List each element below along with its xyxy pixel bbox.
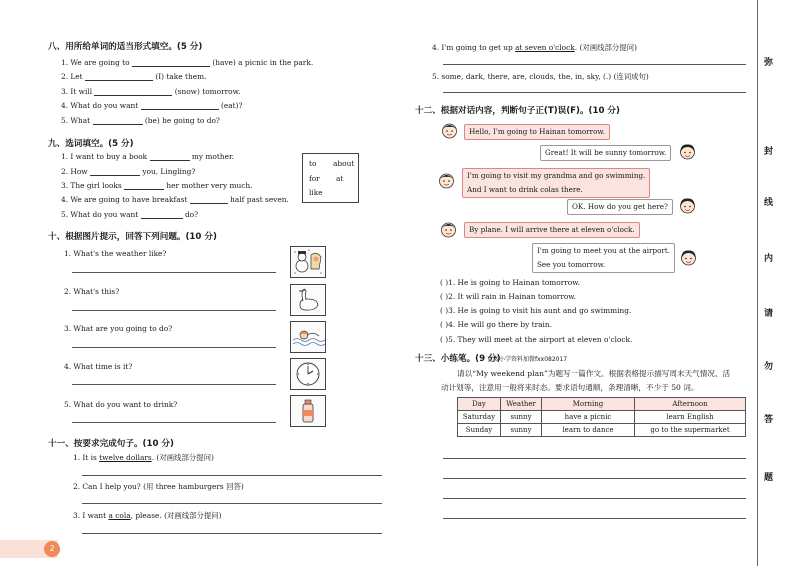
weekend-plan-table: [457, 397, 746, 437]
s10-question-4: 4. What time is it?: [64, 362, 133, 371]
table-row: [458, 424, 746, 437]
word-bank-item: for: [309, 174, 320, 183]
writing-line: [443, 498, 746, 499]
s11-question-1: 1. It is twelve dollars. (对画线部分提问): [73, 453, 214, 462]
table-header-cell: Day: [458, 398, 501, 411]
s8-question-2: 2. Let (I) take them.: [61, 72, 207, 81]
goose-picture: [290, 284, 326, 316]
answer-line: [443, 92, 746, 93]
dialogue-bubble-5: By plane. I will arrive there at eleven o'clock.: [464, 222, 640, 238]
table-cell: learn English: [635, 411, 746, 424]
girl-face-icon: [680, 249, 697, 266]
judge-statement-1: ( )1. He is going to Hainan tomorrow.: [440, 278, 581, 287]
writing-line: [443, 458, 746, 459]
writing-line: [443, 478, 746, 479]
s11-question-2: 2. Can I help you? (用 three hamburgers 回答): [73, 482, 244, 491]
dialogue-bubble-1: Hello, I'm going to Hainan tomorrow.: [464, 124, 610, 140]
word-bank-item: about: [333, 159, 355, 168]
page-number: 2: [44, 541, 60, 557]
table-header-cell: Afternoon: [635, 398, 746, 411]
word-bank-item: to: [309, 159, 317, 168]
s10-question-5: 5. What do you want to drink?: [64, 400, 178, 409]
table-cell: go to the supermarket: [635, 424, 746, 437]
table-cell: sunny: [501, 424, 542, 437]
word-bank-item: at: [336, 174, 344, 183]
table-header-cell: Morning: [542, 398, 635, 411]
seal-char: 答: [764, 415, 774, 425]
word-bank-box: [302, 153, 359, 203]
s10-question-3: 3. What are you going to do?: [64, 324, 173, 333]
boy-face-icon: [438, 172, 455, 189]
seal-char: 封: [764, 147, 774, 157]
s8-question-1: 1. We are going to (have) a picnic in the park.: [61, 58, 314, 67]
s8-question-3: 3. It will (snow) tomorrow.: [61, 87, 241, 96]
word-bank-item: like: [309, 188, 323, 197]
answer-line: [82, 533, 382, 534]
seal-char: 弥: [764, 58, 774, 68]
clock-picture: [290, 358, 326, 390]
section-8-title: 八、用所给单词的适当形式填空。(5 分): [48, 42, 203, 52]
section-11-title: 十一、按要求完成句子。(10 分): [48, 439, 174, 449]
table-cell: have a picnic: [542, 411, 635, 424]
answer-line: [72, 384, 276, 385]
swimming-picture: [290, 321, 326, 353]
judge-statement-4: ( )4. He will go there by train.: [440, 320, 552, 329]
seal-char: 线: [764, 198, 774, 208]
table-cell: Sunday: [458, 424, 501, 437]
s10-question-1: 1. What's the weather like?: [64, 249, 167, 258]
section-12-title: 十二、根据对话内容，判断句子正(T)误(F)。(10 分): [415, 106, 620, 116]
answer-line: [82, 475, 382, 476]
answer-line: [72, 422, 276, 423]
boy-face-icon: [441, 122, 458, 139]
s9-question-2: 2. How you, Lingling?: [61, 167, 196, 176]
table-header-cell: Weather: [501, 398, 542, 411]
judge-statement-3: ( )3. He is going to visit his aunt and go swimming.: [440, 306, 632, 315]
answer-line: [72, 272, 276, 273]
table-cell: sunny: [501, 411, 542, 424]
table-cell: Saturday: [458, 411, 501, 424]
s11-question-5: 5. some, dark, there, are, clouds, the, in, sky, (.) (连词成句): [432, 72, 649, 81]
section-10-title: 十、根据图片提示，回答下列问题。(10 分): [48, 232, 217, 242]
answer-line: [72, 310, 276, 311]
snowman-weather-picture: [290, 246, 326, 278]
s8-question-5: 5. What (be) he going to do?: [61, 116, 220, 125]
seal-char: 勿: [764, 362, 774, 372]
seal-char: 题: [764, 473, 774, 483]
s9-question-5: 5. What do you want do?: [61, 210, 199, 219]
girl-face-icon: [679, 197, 696, 214]
table-cell: learn to dance: [542, 424, 635, 437]
bottle-drink-picture: [290, 395, 326, 427]
section-9-title: 九、选词填空。(5 分): [48, 139, 134, 149]
dialogue-bubble-4: OK. How do you get here?: [567, 199, 673, 215]
table-row: [458, 411, 746, 424]
writing-prompt-line-1: 请以“My weekend plan”为题写一篇作文。根据表格提示描写周末天气情况、活: [457, 369, 731, 378]
dialogue-bubble-6: I'm going to meet you at the airport. See you tomorrow.: [532, 243, 675, 273]
answer-line: [443, 64, 746, 65]
s9-question-1: 1. I want to buy a book my mother.: [61, 152, 235, 161]
dialogue-bubble-3: I'm going to visit my grandma and go swimming. And I want to drink colas there.: [462, 168, 650, 198]
s8-question-4: 4. What do you want (eat)?: [61, 101, 243, 110]
section-13-title: 十三、小练笔。(9 分): [415, 354, 501, 364]
writing-prompt-line-2: 动计划等，注意用一般将来时态。要求语句通顺，条理清晰，不少于 50 词。: [441, 383, 699, 392]
seal-line: [757, 0, 758, 566]
answer-line: [72, 347, 276, 348]
s11-question-3: 3. I want a cola, please. (对画线部分提问): [73, 511, 222, 520]
seal-char: 请: [764, 309, 774, 319]
s9-question-3: 3. The girl looks her mother very much.: [61, 181, 253, 190]
girl-face-icon: [679, 143, 696, 160]
table-header-row: [458, 398, 746, 411]
answer-line: [82, 503, 382, 504]
s9-question-4: 4. We are going to have breakfast half past seven.: [61, 195, 289, 204]
dialogue-bubble-2: Great! It will be sunny tomorrow.: [540, 145, 671, 161]
s10-question-2: 2. What's this?: [64, 287, 120, 296]
s11-question-4: 4. I'm going to get up at seven o'clock. (对画线部分提问): [432, 43, 637, 52]
resource-note: 更多小学资料加微fxx082017: [487, 356, 568, 363]
boy-face-icon: [440, 221, 457, 238]
seal-char: 内: [764, 254, 774, 264]
writing-line: [443, 518, 746, 519]
judge-statement-5: ( )5. They will meet at the airport at eleven o'clock.: [440, 335, 633, 344]
judge-statement-2: ( )2. It will rain in Hainan tomorrow.: [440, 292, 577, 301]
